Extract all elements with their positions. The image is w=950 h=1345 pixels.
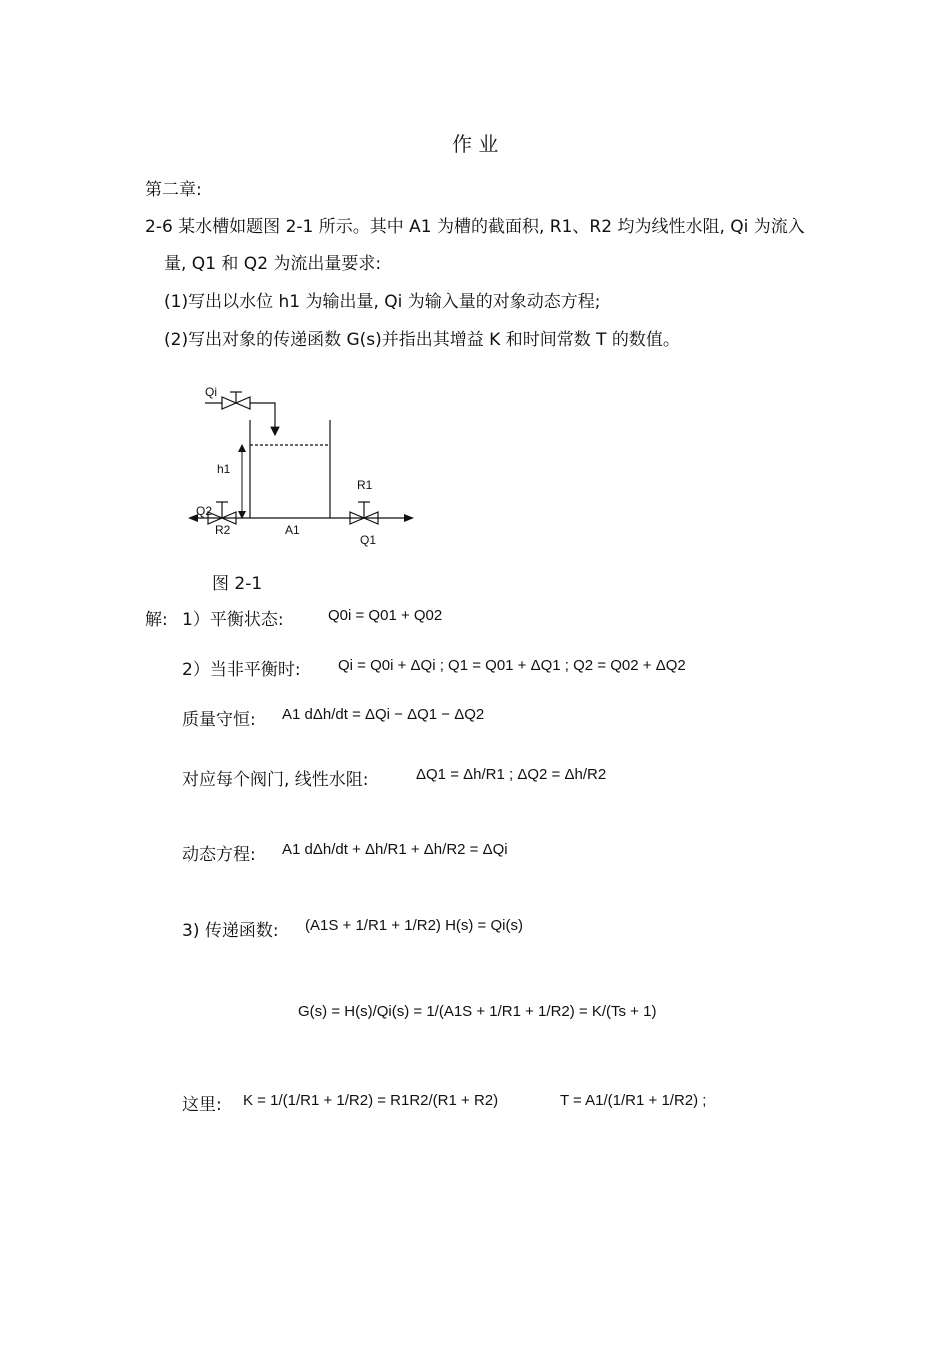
chapter-heading: 第二章: [145,180,202,200]
inflow-arrow [250,403,275,435]
step2-equation: Qi = Q0i + ΔQi ; Q1 = Q01 + ΔQ1 ; Q2 = Q02 + ΔQ2 [338,657,686,674]
step1-equation: Q0i = Q01 + Q02 [328,607,443,624]
transfer-function: G(s) = H(s)/Qi(s) = 1/(A1S + 1/R1 + 1/R2) = K/(Ts + 1) [298,1003,657,1020]
time-constant-equation: T = A1/(1/R1 + 1/R2) ; [560,1092,707,1109]
dynamic-equation: A1 dΔh/dt + Δh/R1 + Δh/R2 = ΔQi [282,841,508,858]
question-1: (1)写出以水位 h1 为输出量, Qi 为输入量的对象动态方程; [164,292,601,312]
label-a1: A1 [285,523,300,537]
step2-label: 2）当非平衡时: [182,660,301,680]
step1-label: 1）平衡状态: [182,610,284,630]
step3-equation: (A1S + 1/R1 + 1/R2) H(s) = Qi(s) [305,917,523,934]
mass-label: 质量守恒: [182,710,256,730]
label-qi: Qi [205,385,217,399]
solution-label: 解: [145,610,168,630]
label-r1: R1 [357,478,373,492]
here-label: 这里: [182,1095,222,1115]
valve-r2-icon [208,502,236,524]
valve-r1-icon [350,502,378,524]
label-q2: Q2 [196,504,213,518]
problem-line-2: 量, Q1 和 Q2 为流出量要求: [164,254,382,274]
inflow-valve-icon [222,392,250,409]
dynamic-label: 动态方程: [182,845,256,865]
problem-line-1: 2-6 某水槽如题图 2-1 所示。其中 A1 为槽的截面积, R1、R2 均为线性水阻, Qi 为流入 [145,217,805,237]
step3-label: 3) 传递函数: [182,921,279,941]
mass-equation: A1 dΔh/dt = ΔQi − ΔQ1 − ΔQ2 [282,706,485,723]
question-2: (2)写出对象的传递函数 G(s)并指出其增益 K 和时间常数 T 的数值。 [164,330,680,350]
label-h1: h1 [217,462,231,476]
figure-caption: 图 2-1 [212,574,263,594]
valve-equation: ΔQ1 = Δh/R1 ; ΔQ2 = Δh/R2 [416,766,607,783]
label-r2: R2 [215,523,231,537]
label-q1: Q1 [360,533,377,547]
gain-equation: K = 1/(1/R1 + 1/R2) = R1R2/(R1 + R2) [243,1092,499,1109]
page-title: 作 业 [452,132,499,156]
valve-label: 对应每个阀门, 线性水阻: [182,770,369,790]
